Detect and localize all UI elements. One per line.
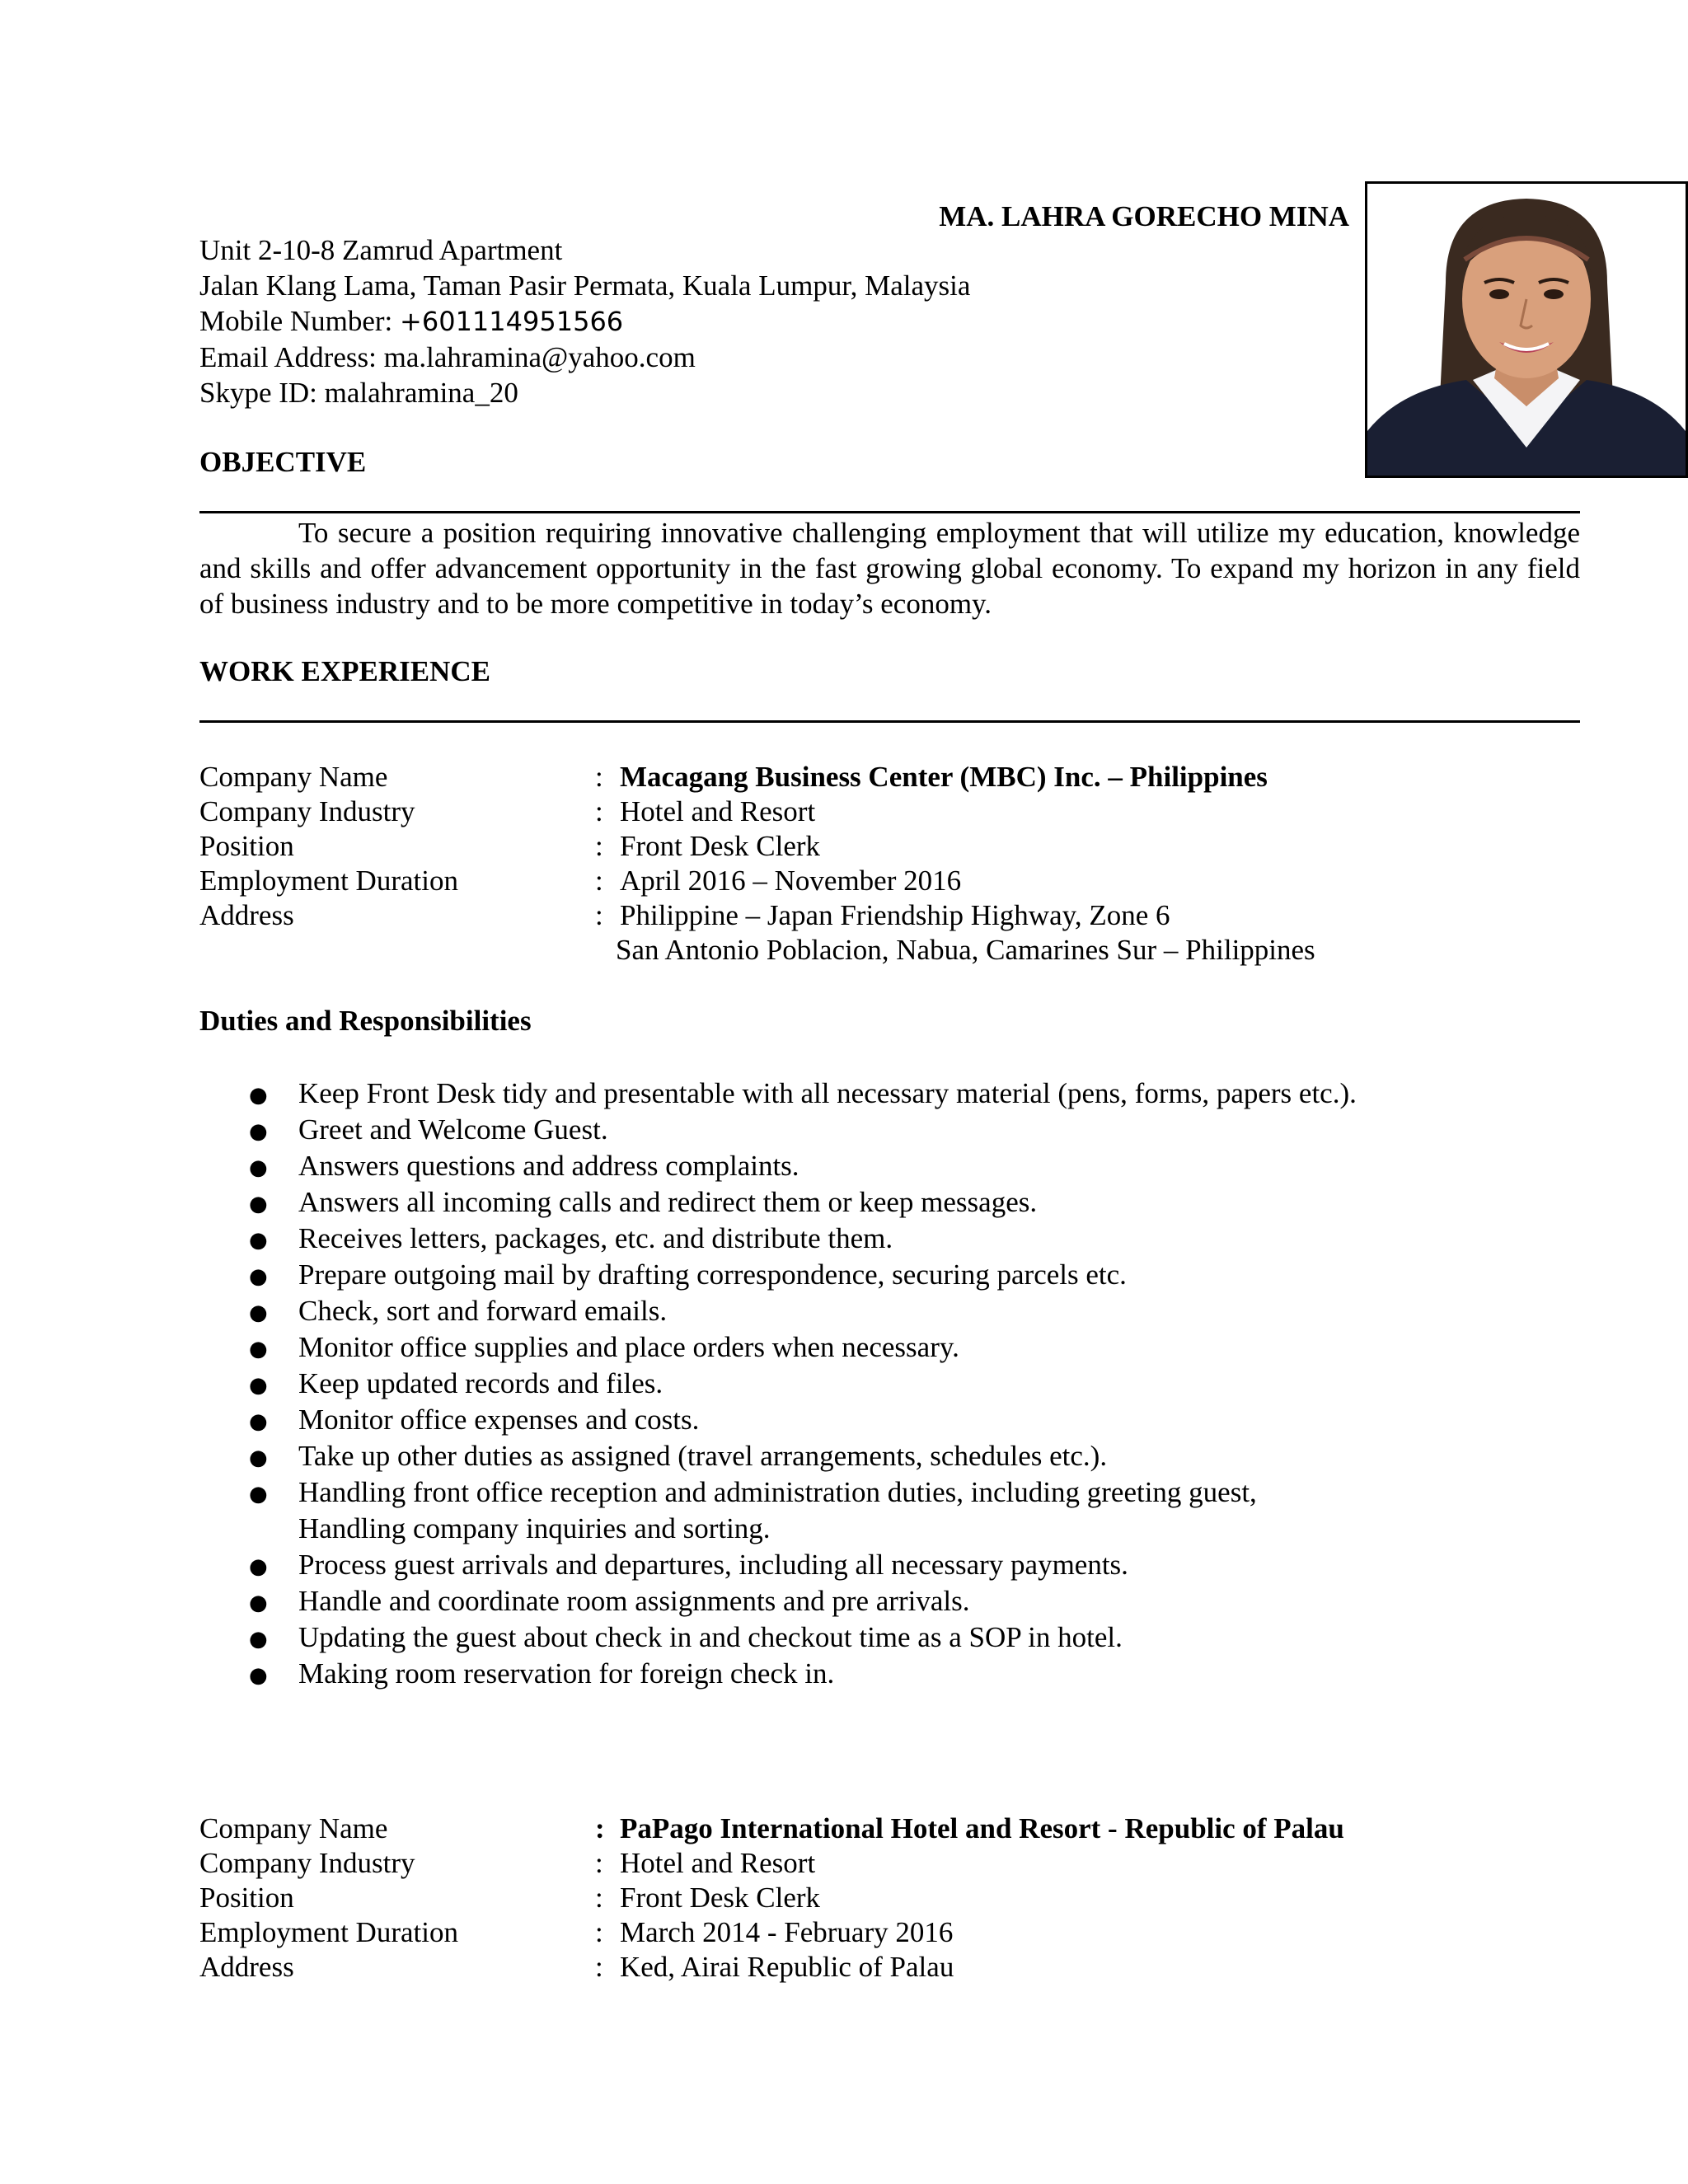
email-label: Email Address: [199,341,384,373]
bullet-icon: ● [249,1409,268,1434]
bullet-icon: ● [249,1482,268,1507]
bullet-icon: ● [249,1301,268,1325]
mobile-label: Mobile Number: [199,305,401,337]
separator: : [595,865,603,897]
bullet-icon: ● [249,1591,268,1615]
work-experience-heading: WORK EXPERIENCE [199,655,490,687]
objective-divider [199,511,1580,513]
mobile-number: +601114951566 [400,306,624,337]
address-line-1: Unit 2-10-8 Zamrud Apartment [199,234,563,266]
list-item: ● Take up other duties as assigned (travel arrangements, schedules etc.). [199,1438,1580,1474]
duration-label: Employment Duration [199,865,458,897]
duration-label: Employment Duration [199,1916,458,1948]
job-2-company-row [199,1811,1344,1846]
list-item: ● Keep updated records and files. [199,1366,1580,1402]
separator: : [595,1812,605,1844]
job-2-position: Front Desk Clerk [620,1882,821,1914]
job-1-details [199,760,1315,968]
job-2-details [199,1811,1344,1985]
email-line [199,340,970,375]
duties-list [199,1076,1580,1692]
skype-line [199,375,970,410]
bullet-icon: ● [249,1627,268,1652]
skype-id: malahramina_20 [324,377,518,409]
bullet-icon: ● [249,1554,268,1579]
bullet-icon: ● [249,1155,268,1180]
job-2-position-row [199,1881,1344,1915]
bullet-icon: ● [249,1119,268,1144]
list-item: ● Keep Front Desk tidy and presentable with all necessary material (pens, forms, papers etc.). [199,1076,1580,1112]
list-item: ● Handle and coordinate room assignments and pre arrivals. [199,1583,1580,1619]
job-1-position-row [199,829,1315,864]
list-item: ● Prepare outgoing mail by drafting correspondence, securing parcels etc. [199,1257,1580,1293]
bullet-icon: ● [249,1337,268,1361]
separator: : [595,899,603,931]
skype-label: Skype ID: [199,377,325,409]
job-1-address-row [199,898,1315,933]
job-2-duration: March 2014 - February 2016 [620,1916,954,1948]
job-2-industry-row [199,1846,1344,1881]
list-item: ● Handling front office reception and administration duties, including greeting guest, Handling company inquiries and sorting. [249,1476,1257,1544]
list-item: ● Process guest arrivals and departures, including all necessary payments. [199,1547,1580,1583]
objective-text: To secure a position requiring innovative challenging employment that will utilize my education, knowledge and skills and offer advancement opportunity in the fast growing global economy. To expand my horizon in any field of business industry and to be more competitive in today’s economy. [199,517,1580,620]
separator: : [595,795,603,827]
job-1-duration: April 2016 – November 2016 [620,865,962,897]
bullet-icon: ● [249,1663,268,1688]
list-item: ● Answers questions and address complaints. [199,1148,1580,1184]
position-label: Position [199,1882,294,1914]
bullet-icon: ● [249,1446,268,1470]
list-item: ● Making room reservation for foreign check in. [199,1656,1580,1692]
separator: : [595,1916,603,1948]
job-1-industry-row [199,794,1315,829]
applicant-photo [1365,181,1688,478]
work-experience-divider [199,720,1580,723]
list-item: ● Check, sort and forward emails. [199,1293,1580,1329]
address-line-2: Jalan Klang Lama, Taman Pasir Permata, Kuala Lumpur, Malaysia [199,269,971,302]
list-item: ● Greet and Welcome Guest. [199,1112,1580,1148]
separator: : [595,1951,603,1983]
list-item: ● Updating the guest about check in and checkout time as a SOP in hotel. [199,1619,1580,1656]
job-2-company-name: PaPago International Hotel and Resort - Republic of Palau [620,1812,1344,1844]
objective-heading: OBJECTIVE [199,446,367,478]
job-1-address-line-1: Philippine – Japan Friendship Highway, Zone 6 [620,899,1170,931]
job-1-company-name: Macagang Business Center (MBC) Inc. – Philippines [620,761,1268,793]
mobile-line [199,303,970,340]
list-item: ● Receives letters, packages, etc. and distribute them. [199,1221,1580,1257]
bullet-icon: ● [249,1264,268,1289]
job-1-address-line-2: San Antonio Poblacion, Nabua, Camarines Sur – Philippines [616,934,1315,966]
address-label: Address [199,899,294,931]
list-item: ● Monitor office expenses and costs. [199,1402,1580,1438]
separator: : [595,830,603,862]
list-item: ● Monitor office supplies and place orders when necessary. [199,1329,1580,1366]
bullet-icon: ● [249,1083,268,1108]
bullet-icon: ● [249,1192,268,1216]
job-1-duration-row [199,864,1315,898]
job-1-position: Front Desk Clerk [620,830,821,862]
company-name-label: Company Name [199,761,388,793]
separator: : [595,761,603,793]
duties-heading: Duties and Responsibilities [199,1005,532,1037]
email-address: ma.lahramina@yahoo.com [383,341,696,373]
list-item: ● Answers all incoming calls and redirect them or keep messages. [199,1184,1580,1221]
position-label: Position [199,830,294,862]
job-1-company-row [199,760,1315,794]
company-name-label: Company Name [199,1812,388,1844]
company-industry-label: Company Industry [199,795,415,827]
portrait-image [1367,184,1686,476]
company-industry-label: Company Industry [199,1847,415,1879]
contact-block [199,232,970,410]
bullet-icon: ● [249,1228,268,1253]
separator: : [595,1882,603,1914]
job-2-company-industry: Hotel and Resort [620,1847,816,1879]
applicant-name: MA. LAHRA GORECHO MINA [939,200,1349,232]
separator: : [595,1847,603,1879]
bullet-icon: ● [249,1373,268,1398]
job-2-address-line-1: Ked, Airai Republic of Palau [620,1951,954,1983]
job-2-address-row [199,1950,1344,1985]
job-1-company-industry: Hotel and Resort [620,795,816,827]
job-2-duration-row [199,1915,1344,1950]
address-label: Address [199,1951,294,1983]
